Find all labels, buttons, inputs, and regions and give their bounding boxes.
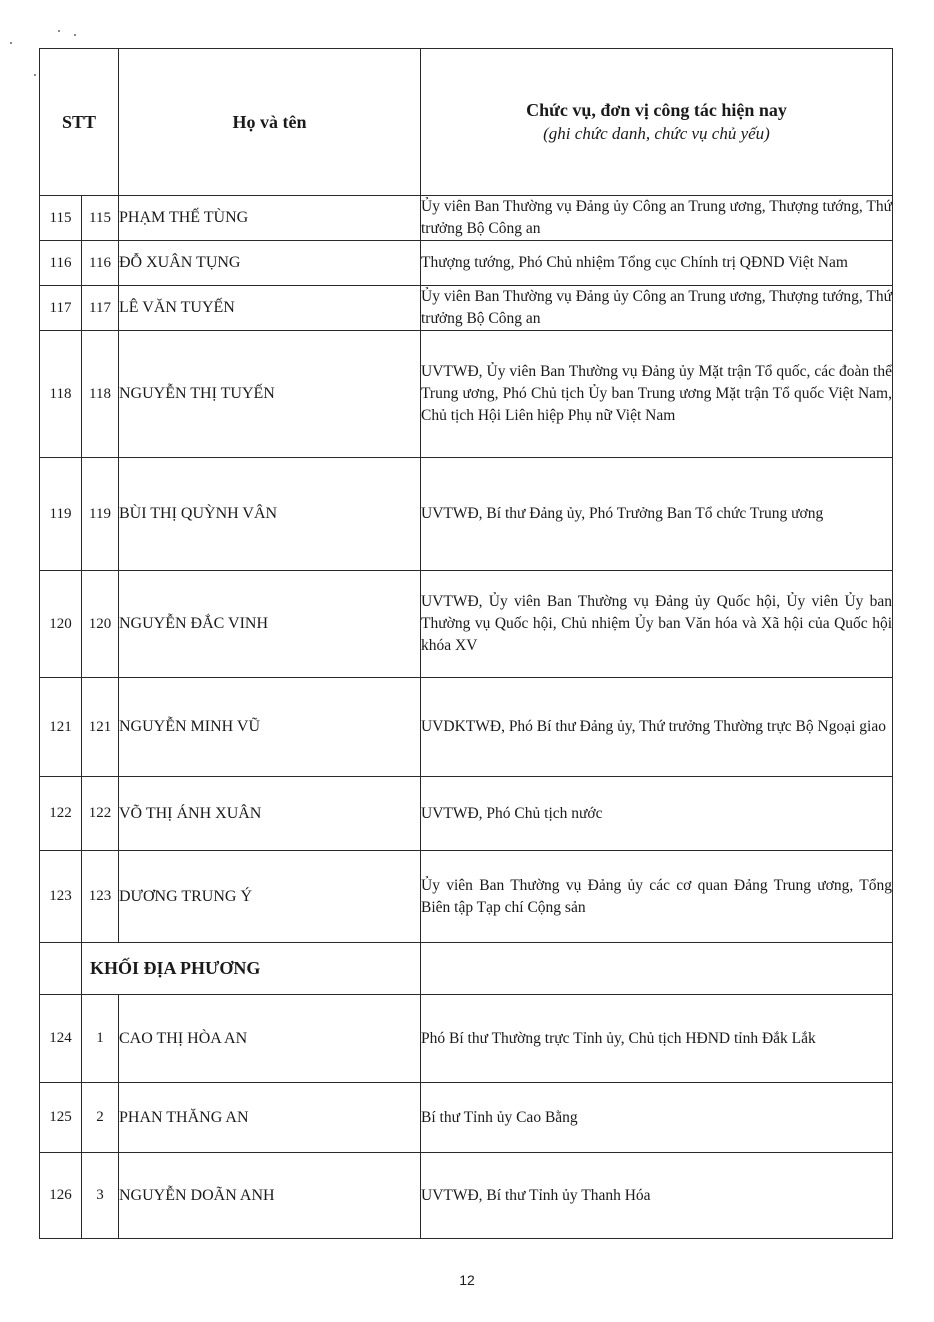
row-position: Ủy viên Ban Thường vụ Đảng ủy Công an Trung ương, Thượng tướng, Thứ trưởng Bộ Công an bbox=[421, 286, 893, 331]
row-name: NGUYỄN ĐẮC VINH bbox=[119, 571, 421, 678]
table-row bbox=[40, 995, 893, 1083]
section-stt-blank bbox=[40, 943, 82, 995]
row-position: Thượng tướng, Phó Chủ nhiệm Tổng cục Chính trị QĐND Việt Nam bbox=[421, 241, 893, 286]
row-stt: 125 bbox=[40, 1083, 82, 1153]
header-name: Họ và tên bbox=[119, 49, 421, 196]
table-row bbox=[40, 1083, 893, 1153]
row-position: UVDKTWĐ, Phó Bí thư Đảng ủy, Thứ trưởng Thường trực Bộ Ngoại giao bbox=[421, 678, 893, 777]
row-sub-stt: 2 bbox=[82, 1083, 119, 1153]
table-row bbox=[40, 196, 893, 241]
header-position bbox=[421, 49, 893, 196]
row-name: PHẠM THẾ TÙNG bbox=[119, 196, 421, 241]
roster-table bbox=[39, 48, 893, 1239]
row-stt: 126 bbox=[40, 1153, 82, 1239]
row-name: NGUYỄN MINH VŨ bbox=[119, 678, 421, 777]
table-header-row bbox=[40, 49, 893, 196]
row-sub-stt: 118 bbox=[82, 331, 119, 458]
row-stt: 124 bbox=[40, 995, 82, 1083]
row-sub-stt: 122 bbox=[82, 777, 119, 851]
table-row bbox=[40, 286, 893, 331]
row-name: PHAN THĂNG AN bbox=[119, 1083, 421, 1153]
row-sub-stt: 117 bbox=[82, 286, 119, 331]
row-name: ĐỖ XUÂN TỤNG bbox=[119, 241, 421, 286]
row-position: UVTWĐ, Phó Chủ tịch nước bbox=[421, 777, 893, 851]
table-row bbox=[40, 1153, 893, 1239]
page-number: 12 bbox=[459, 1272, 475, 1288]
table-row bbox=[40, 571, 893, 678]
row-position: UVTWĐ, Ủy viên Ban Thường vụ Đảng ủy Quốc hội, Ủy viên Ủy ban Thường vụ Quốc hội, Chủ nhiệm Ủy ban Văn hóa và Xã hội của Quốc hội khóa XV bbox=[421, 571, 893, 678]
row-position: Bí thư Tỉnh ủy Cao Bằng bbox=[421, 1083, 893, 1153]
header-position-note: (ghi chức danh, chức vụ chủ yếu) bbox=[543, 124, 770, 143]
row-stt: 121 bbox=[40, 678, 82, 777]
table-row bbox=[40, 678, 893, 777]
row-position: UVTWĐ, Ủy viên Ban Thường vụ Đảng ủy Mặt trận Tổ quốc, các đoàn thể Trung ương, Phó Chủ tịch Ủy ban Trung ương Mặt trận Tổ quốc Việt Nam, Chủ tịch Hội Liên hiệp Phụ nữ Việt Nam bbox=[421, 331, 893, 458]
table-row bbox=[40, 331, 893, 458]
table-row bbox=[40, 458, 893, 571]
row-position: Ủy viên Ban Thường vụ Đảng ủy Công an Trung ương, Thượng tướng, Thứ trưởng Bộ Công an bbox=[421, 196, 893, 241]
row-sub-stt: 115 bbox=[82, 196, 119, 241]
row-sub-stt: 116 bbox=[82, 241, 119, 286]
section-row bbox=[40, 943, 893, 995]
row-name: LÊ VĂN TUYẾN bbox=[119, 286, 421, 331]
row-position: UVTWĐ, Bí thư Đảng ủy, Phó Trưởng Ban Tổ chức Trung ương bbox=[421, 458, 893, 571]
row-sub-stt: 3 bbox=[82, 1153, 119, 1239]
row-stt: 123 bbox=[40, 851, 82, 943]
section-title: KHỐI ĐỊA PHƯƠNG bbox=[82, 943, 421, 995]
row-stt: 117 bbox=[40, 286, 82, 331]
header-stt: STT bbox=[40, 49, 119, 196]
row-stt: 116 bbox=[40, 241, 82, 286]
row-stt: 115 bbox=[40, 196, 82, 241]
table-row bbox=[40, 851, 893, 943]
row-position: Ủy viên Ban Thường vụ Đảng ủy các cơ quan Đảng Trung ương, Tổng Biên tập Tạp chí Cộng sản bbox=[421, 851, 893, 943]
row-name: CAO THỊ HÒA AN bbox=[119, 995, 421, 1083]
row-sub-stt: 1 bbox=[82, 995, 119, 1083]
row-sub-stt: 123 bbox=[82, 851, 119, 943]
scan-speck bbox=[34, 74, 36, 76]
row-name: DƯƠNG TRUNG Ý bbox=[119, 851, 421, 943]
row-name: VÕ THỊ ÁNH XUÂN bbox=[119, 777, 421, 851]
row-sub-stt: 120 bbox=[82, 571, 119, 678]
header-position-title: Chức vụ, đơn vị công tác hiện nay bbox=[526, 100, 787, 120]
row-sub-stt: 119 bbox=[82, 458, 119, 571]
table-row bbox=[40, 241, 893, 286]
row-name: NGUYỄN DOÃN ANH bbox=[119, 1153, 421, 1239]
scan-speck bbox=[58, 30, 60, 32]
table-row bbox=[40, 777, 893, 851]
section-position-blank bbox=[421, 943, 893, 995]
scan-speck bbox=[10, 42, 12, 44]
row-stt: 120 bbox=[40, 571, 82, 678]
row-stt: 118 bbox=[40, 331, 82, 458]
row-position: UVTWĐ, Bí thư Tỉnh ủy Thanh Hóa bbox=[421, 1153, 893, 1239]
row-name: BÙI THỊ QUỲNH VÂN bbox=[119, 458, 421, 571]
row-stt: 122 bbox=[40, 777, 82, 851]
row-sub-stt: 121 bbox=[82, 678, 119, 777]
row-name: NGUYỄN THỊ TUYẾN bbox=[119, 331, 421, 458]
scan-speck bbox=[74, 34, 76, 36]
row-position: Phó Bí thư Thường trực Tỉnh ủy, Chủ tịch HĐND tỉnh Đắk Lắk bbox=[421, 995, 893, 1083]
row-stt: 119 bbox=[40, 458, 82, 571]
